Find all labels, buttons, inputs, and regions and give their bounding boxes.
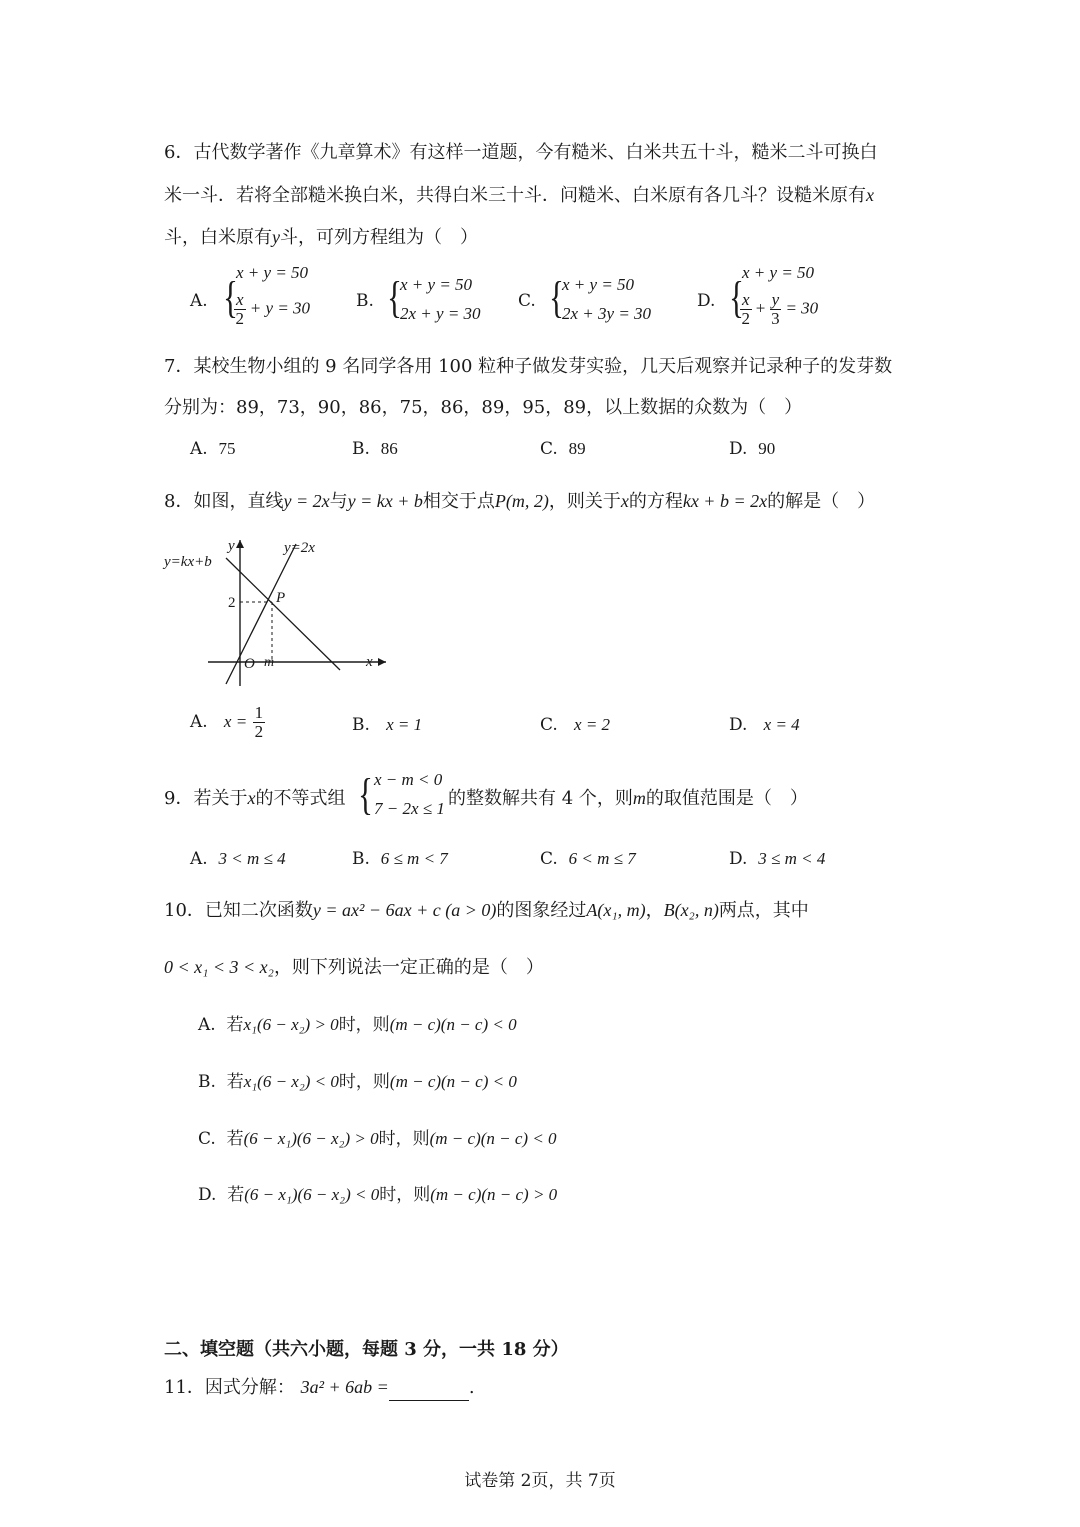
q6-option-d-label: D. xyxy=(697,291,716,311)
option-then: 时，则 xyxy=(338,1072,390,1092)
option-res: (m − c)(n − c) < 0 xyxy=(389,1072,517,1091)
option-value: 86 xyxy=(380,439,398,458)
q7-option-c[interactable] xyxy=(540,439,586,459)
q6-option-b-label: B. xyxy=(356,291,374,311)
q8-var: x xyxy=(620,491,629,511)
q8-join: 与 xyxy=(329,491,348,512)
option-res: (m − c)(n − c) < 0 xyxy=(389,1015,517,1034)
option-label: A. xyxy=(190,849,208,869)
option-label: B. xyxy=(352,849,370,869)
q6-line1: 6．古代数学著作《九章算术》有这样一道题，今有糙米、白米共五十斗，糙米二斗可换白 xyxy=(164,142,878,163)
option-then: 时，则 xyxy=(338,1015,390,1035)
q6-option-a-label: A. xyxy=(190,291,208,311)
q10-prefix: 10．已知二次函数 xyxy=(164,900,313,921)
q10-point-b: B(x₂, n) xyxy=(663,900,719,920)
q6-option-c-label: C. xyxy=(518,291,536,311)
q6-c-eq2: 2x + 3y = 30 xyxy=(562,304,652,323)
line-y-kx-b xyxy=(226,558,340,670)
q8-graph xyxy=(160,530,400,690)
q8-suffix: 的解是（ ） xyxy=(767,491,876,512)
q6-a-num: x xyxy=(236,290,244,309)
option-label: D. xyxy=(729,439,748,459)
q8-option-a[interactable] xyxy=(190,704,265,741)
option-label: A. xyxy=(190,439,208,459)
q8-line1 xyxy=(164,488,875,515)
q10-option-a[interactable] xyxy=(198,1010,517,1035)
q9-ineq2: 7 − 2x ≤ 1 xyxy=(374,799,445,818)
option-cond: x₁(6 − x₂) < 0 xyxy=(243,1072,339,1091)
q9-ineq1: x − m < 0 xyxy=(374,770,443,789)
q10-line2-text: ，则下列说法一定正确的是（ ） xyxy=(273,957,544,978)
q10-mid: 的图象经过 xyxy=(496,900,587,921)
q6-d-den2: 3 xyxy=(771,309,780,328)
q6-d-eq2 xyxy=(740,291,818,328)
q6-d-num1: x xyxy=(742,290,750,309)
q10-point-a: A(x₁, m) xyxy=(586,900,646,920)
q11-line xyxy=(164,1374,475,1401)
option-label: A. xyxy=(190,712,208,732)
option-if: 若 xyxy=(226,1129,244,1149)
q11-expr: 3a² + 6ab = xyxy=(300,1377,389,1397)
q10-func: y = ax² − 6ax + c (a > 0) xyxy=(312,900,497,920)
section-title: 二、填空题（共六小题，每题 3 分，一共 18 分） xyxy=(164,1339,569,1360)
line-y-2x xyxy=(226,544,296,684)
q8-mid: 相交于点 xyxy=(422,491,495,512)
q10-line2-math: 0 < x₁ < 3 < x₂ xyxy=(164,957,274,977)
option-then: 时，则 xyxy=(378,1129,430,1149)
q7-line1: 7．某校生物小组的 9 名同学各用 100 粒种子做发芽实验，几天后观察并记录种子的发芽数 xyxy=(164,356,893,377)
option-lhs: x = xyxy=(223,712,248,731)
q9-mid: 的不等式组 xyxy=(255,788,346,809)
option-label: D. xyxy=(729,849,748,869)
label-line-a: y=2x xyxy=(284,540,315,556)
option-label: D. xyxy=(729,715,748,735)
option-value: 90 xyxy=(758,439,776,458)
label-axis-y: y xyxy=(228,538,235,554)
q8-equation: kx + b = 2x xyxy=(682,491,768,511)
option-value: x = 1 xyxy=(386,715,423,734)
brace: { xyxy=(729,273,744,322)
option-label: B. xyxy=(198,1072,216,1092)
q6-a-den: 2 xyxy=(235,309,245,328)
q6-line2-text: 米一斗．若将全部糙米换白米，共得白米三十斗．问糙米、白米原有各几斗？设糙米原有 xyxy=(164,185,866,206)
option-value: 89 xyxy=(568,439,586,458)
q8-mid3: 的方程 xyxy=(628,491,683,512)
label-axis-x: x xyxy=(366,654,373,670)
option-res: (m − c)(n − c) < 0 xyxy=(429,1129,557,1148)
q9-mid2: 的整数解共有 4 个，则 xyxy=(448,788,633,809)
option-num: 1 xyxy=(254,703,264,722)
q7-line2: 分别为：89，73，90，86，75，86，89，95，89，以上数据的众数为（ ） xyxy=(164,397,803,418)
q6-b-eq1: x + y = 50 xyxy=(400,275,473,294)
q6-a-eq2 xyxy=(234,291,310,328)
option-cond: (6 − x₁)(6 − x₂) < 0 xyxy=(244,1185,380,1204)
option-label: D. xyxy=(198,1185,217,1205)
q6-var-y: y xyxy=(272,227,280,247)
option-label: A. xyxy=(198,1015,216,1035)
q6-line3-b: 斗，可列方程组为（ ） xyxy=(280,227,478,248)
q6-d-den1: 2 xyxy=(741,309,751,328)
q9-var: x xyxy=(247,788,256,808)
q6-b-eq2: 2x + y = 30 xyxy=(400,304,481,323)
label-origin: O xyxy=(244,656,255,672)
option-label: C. xyxy=(540,715,558,735)
label-point: P xyxy=(276,590,286,606)
q6-var-x: x xyxy=(866,185,874,205)
brace: { xyxy=(549,273,564,322)
option-then: 时，则 xyxy=(379,1185,431,1205)
option-cond: (6 − x₁)(6 − x₂) > 0 xyxy=(243,1129,379,1148)
q8-line-b: y = kx + b xyxy=(347,491,423,511)
q10-line1 xyxy=(164,897,809,924)
option-label: C. xyxy=(540,439,558,459)
option-value: 6 < m ≤ 7 xyxy=(568,849,636,868)
q6-d-mid: + xyxy=(755,298,766,318)
option-value: x = 4 xyxy=(763,715,800,734)
option-if: 若 xyxy=(226,1072,244,1092)
q8-option-c[interactable] xyxy=(540,715,610,735)
option-den: 2 xyxy=(254,722,264,741)
option-label: C. xyxy=(198,1129,216,1149)
y-axis-arrow xyxy=(236,540,244,548)
q7-option-b[interactable] xyxy=(352,439,398,459)
page-footer: 试卷第 2页，共 7页 xyxy=(464,1471,616,1491)
q6-line3-a: 斗，白米原有 xyxy=(164,227,272,248)
q8-option-d[interactable] xyxy=(729,715,800,735)
q9-suffix: 的取值范围是（ ） xyxy=(645,788,808,809)
q8-line-a: y = 2x xyxy=(283,491,330,511)
q9-prefix-line xyxy=(164,785,345,812)
q6-line2 xyxy=(164,182,874,209)
q6-d-num2: y xyxy=(771,290,780,309)
brace: { xyxy=(358,770,373,819)
q6-d-rest: = 30 xyxy=(785,298,819,318)
label-tick-y: 2 xyxy=(228,595,236,611)
option-value: 3 ≤ m < 4 xyxy=(758,849,826,868)
q6-a-rest: + y = 30 xyxy=(249,298,311,318)
q7-option-a[interactable] xyxy=(190,439,236,459)
q9-suffix-line xyxy=(448,785,808,812)
q6-a-eq1: x + y = 50 xyxy=(236,263,309,282)
brace: { xyxy=(387,273,402,322)
option-value: 6 ≤ m < 7 xyxy=(380,849,448,868)
q10-option-b[interactable] xyxy=(198,1067,517,1092)
option-if: 若 xyxy=(227,1185,245,1205)
option-label: C. xyxy=(540,849,558,869)
q9-option-c[interactable] xyxy=(540,849,636,869)
option-res: (m − c)(n − c) > 0 xyxy=(430,1185,558,1204)
q8-mid2: ，则关于 xyxy=(548,491,621,512)
option-label: B. xyxy=(352,715,370,735)
label-tick-x: m xyxy=(264,655,275,670)
option-value: x = 2 xyxy=(574,715,611,734)
q10-option-c[interactable] xyxy=(198,1124,557,1149)
answer-blank[interactable] xyxy=(389,1382,469,1401)
q9-prefix: 9．若关于 xyxy=(164,788,248,809)
q11-suffix: . xyxy=(468,1377,475,1398)
q6-d-eq1: x + y = 50 xyxy=(742,263,815,282)
q10-sep: ， xyxy=(645,900,664,921)
q6-c-eq1: x + y = 50 xyxy=(562,275,635,294)
q8-point: P(m, 2) xyxy=(494,491,549,511)
option-cond: x₁(6 − x₂) > 0 xyxy=(243,1015,339,1034)
q10-line2 xyxy=(164,954,544,981)
q6-line3 xyxy=(164,224,478,251)
q7-option-d[interactable] xyxy=(729,439,775,459)
q8-option-b[interactable] xyxy=(352,715,422,735)
q9-var2: m xyxy=(632,788,646,808)
q9-option-a[interactable] xyxy=(190,849,286,869)
q9-option-b[interactable] xyxy=(352,849,448,869)
option-if: 若 xyxy=(226,1015,244,1035)
q10-option-d[interactable] xyxy=(198,1180,557,1205)
option-value: 75 xyxy=(218,439,236,458)
option-label: B. xyxy=(352,439,370,459)
q11-prefix: 11．因式分解： xyxy=(164,1377,295,1398)
q8-prefix: 8．如图，直线 xyxy=(164,491,284,512)
q9-option-d[interactable] xyxy=(729,849,825,869)
brace: { xyxy=(223,273,238,322)
label-line-b: y=kx+b xyxy=(164,554,212,570)
option-value: 3 < m ≤ 4 xyxy=(218,849,286,868)
x-axis-arrow xyxy=(378,658,386,666)
q10-suffix: 两点，其中 xyxy=(718,900,809,921)
